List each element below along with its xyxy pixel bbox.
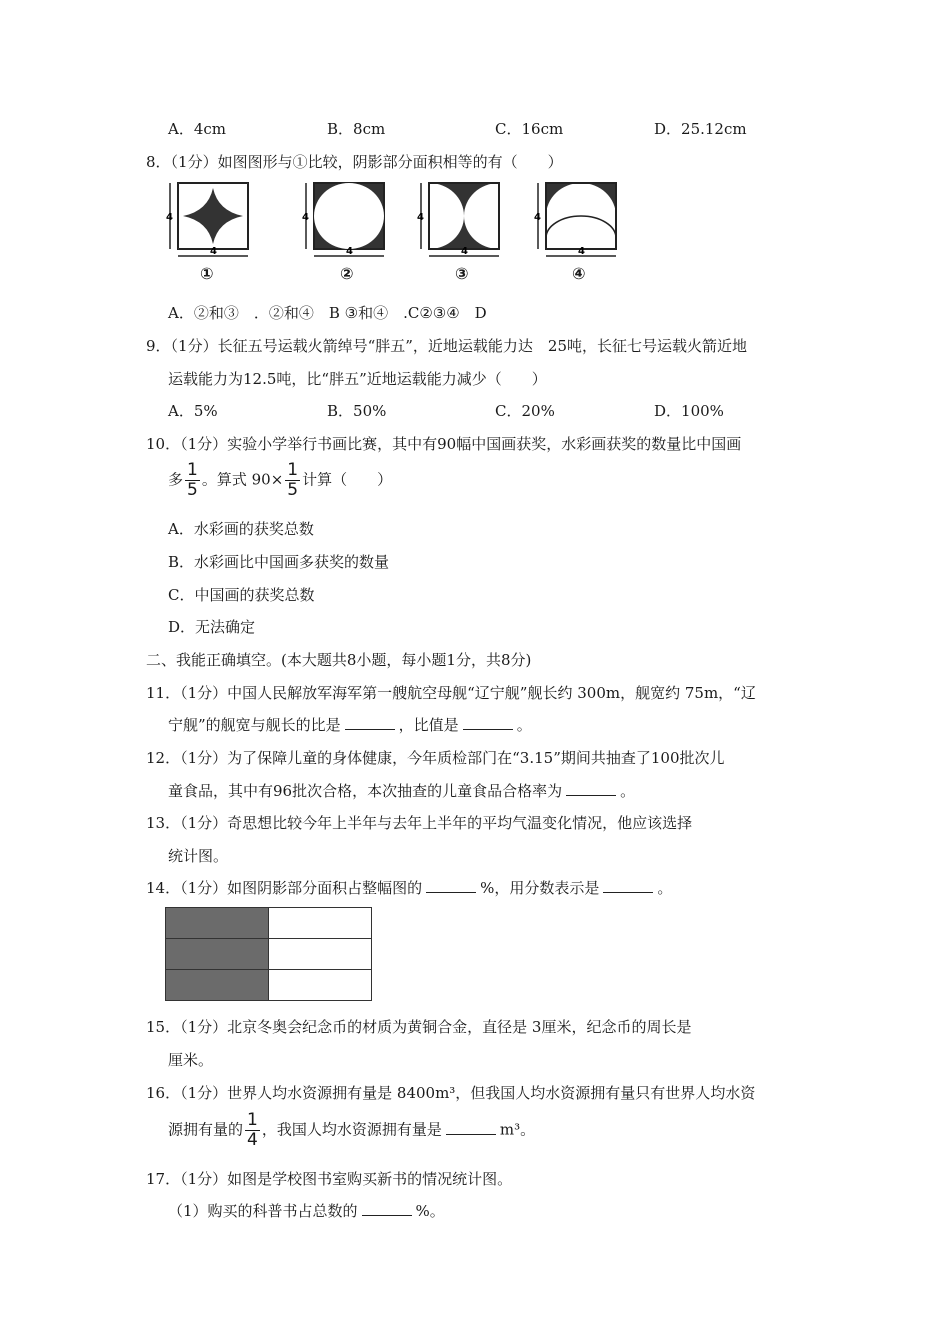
- q16-line2-b: ，我国人均水资源拥有量是: [261, 1120, 442, 1139]
- q17-line1: 17．（1分）如图是学校图书室购买新书的情况统计图。: [146, 1170, 513, 1188]
- q10-option-c: C．中国画的获奖总数: [168, 586, 315, 604]
- q16-frac-den: 4: [247, 1130, 258, 1150]
- q12-line1: 12．（1分）为了保障儿童的身体健康，今年质检部门在“3.15”期间共抽查了100批次儿: [146, 749, 725, 767]
- q8-fig2-bottom-label: 4: [346, 246, 353, 257]
- q16-fraction: [245, 1112, 260, 1149]
- q14-c: 。: [657, 879, 673, 897]
- q7-option-d: D．25.12cm: [654, 120, 747, 138]
- q8-fig-label-1: ①: [200, 264, 214, 283]
- q14-cell: [268, 938, 372, 970]
- q16-line2-a: 源拥有量的: [168, 1120, 244, 1139]
- q13-line1: 13．（1分）奇思想比较今年上半年与去年上半年的平均气温变化情况，他应该选择: [146, 814, 693, 832]
- q12-line2-b: 。: [620, 782, 636, 800]
- q14-cell-shaded: [165, 907, 269, 939]
- q8-fig-label-4: ④: [572, 264, 586, 283]
- q7-option-a: A．4cm: [168, 120, 227, 138]
- q11-blank-value[interactable]: [463, 715, 513, 730]
- q10-frac2-num: 1: [287, 460, 299, 480]
- q8-fig-label-3: ③: [455, 264, 469, 283]
- q14-cell: [268, 907, 372, 939]
- q12-line2: [168, 780, 635, 801]
- q14-cell: [268, 969, 372, 1001]
- q10-option-b: B．水彩画比中国画多获奖的数量: [168, 553, 390, 571]
- q15-line2: 厘米。: [168, 1051, 214, 1069]
- q14-blank-percent[interactable]: [426, 878, 476, 893]
- q9-option-d: D．100%: [654, 402, 724, 420]
- q14-a: 14．（1分）如图阴影部分面积占整幅图的: [146, 879, 423, 897]
- q8-fig-label-2: ②: [340, 264, 354, 283]
- q8-fig2-side-label: 4: [302, 212, 309, 223]
- q17-blank[interactable]: [362, 1201, 412, 1216]
- q10-option-a: A．水彩画的获奖总数: [168, 520, 314, 538]
- q16-blank[interactable]: [446, 1120, 496, 1135]
- q8-stem: 8．（1分）如图图形与①比较，阴影部分面积相等的有（ ）: [146, 153, 563, 171]
- q10-option-d: D．无法确定: [168, 618, 256, 636]
- q13-line2: 统计图。: [168, 847, 229, 865]
- q11-line2-a: 宁舰”的舰宽与舰长的比是: [168, 716, 341, 734]
- q9-option-c: C．20%: [495, 402, 555, 420]
- q14-cell-shaded: [165, 938, 269, 970]
- q12-line2-a: 童食品，其中有96批次合格，本次抽查的儿童食品合格率为: [168, 782, 563, 800]
- q8-fig4-side-label: 4: [534, 212, 541, 223]
- q10-line2-a: 多: [168, 470, 184, 489]
- q11-line2-b: ，比值是: [398, 716, 459, 734]
- q11-line2: [168, 714, 532, 735]
- q16-frac-num: 1: [247, 1110, 258, 1130]
- q8-fig3-side-label: 4: [417, 212, 424, 223]
- q10-frac1-num: 1: [187, 460, 198, 480]
- q11-blank-ratio[interactable]: [345, 715, 395, 730]
- q8-fig1-side-label: 4: [166, 212, 173, 223]
- q14-blank-fraction[interactable]: [603, 878, 653, 893]
- q9-option-b: B．50%: [327, 402, 387, 420]
- q17-sub1-b: %。: [415, 1202, 445, 1220]
- q11-line1: 11．（1分）中国人民解放军海军第一艘航空母舰“辽宁舰”舰长约 300m，舰宽约 75m，“辽: [146, 684, 756, 702]
- q8-fig4-bottom-label: 4: [578, 246, 585, 257]
- q17-sub1: [168, 1200, 445, 1221]
- q9-option-a: A．5%: [168, 402, 218, 420]
- q16-line2-c: m³。: [499, 1120, 536, 1139]
- q14-stem: [146, 877, 672, 898]
- q16-line1: 16．（1分）世界人均水资源拥有量是 8400m³，但我国人均水资源拥有量只有世界人均水资: [146, 1084, 756, 1102]
- q8-fig1-bottom-label: 4: [210, 246, 217, 257]
- q12-blank[interactable]: [566, 781, 616, 796]
- q10-fraction-2: [285, 462, 300, 499]
- q17-sub1-a: （1）购买的科普书占总数的: [168, 1202, 358, 1220]
- q7-option-b: B．8cm: [327, 120, 386, 138]
- q10-line2-c: 计算（ ）: [302, 470, 393, 489]
- q15-line1: 15．（1分）北京冬奥会纪念币的材质为黄铜合金，直径是 3厘米，纪念币的周长是: [146, 1018, 692, 1036]
- q10-frac1-den: 5: [187, 480, 198, 500]
- q10-line2: [168, 462, 392, 499]
- q16-line2: [168, 1112, 535, 1149]
- q9-line2: 运载能力为12.5吨，比“胖五”近地运载能力减少（ ）: [168, 370, 547, 388]
- q14-b: %，用分数表示是: [480, 879, 600, 897]
- q10-fraction-1: [185, 462, 200, 499]
- q10-line2-b: 。算式 90×: [201, 470, 284, 489]
- q8-options: A．②和③ ．②和④ B ③和④ .C②③④ D: [168, 304, 487, 322]
- section-2-heading: 二、我能正确填空。(本大题共8小题，每小题1分，共8分): [146, 651, 532, 669]
- q14-cell-shaded: [165, 969, 269, 1001]
- q10-line1: 10．（1分）实验小学举行书画比赛，其中有90幅中国画获奖，水彩画获奖的数量比中国画: [146, 435, 742, 453]
- q8-fig3-bottom-label: 4: [461, 246, 468, 257]
- q10-frac2-den: 5: [287, 480, 299, 500]
- q14-grid-figure: [165, 907, 372, 1001]
- q11-line2-c: 。: [516, 716, 532, 734]
- q7-option-c: C．16cm: [495, 120, 564, 138]
- q9-line1: 9．（1分）长征五号运载火箭绰号“胖五”，近地运载能力达 25吨，长征七号运载火箭近地: [146, 337, 748, 355]
